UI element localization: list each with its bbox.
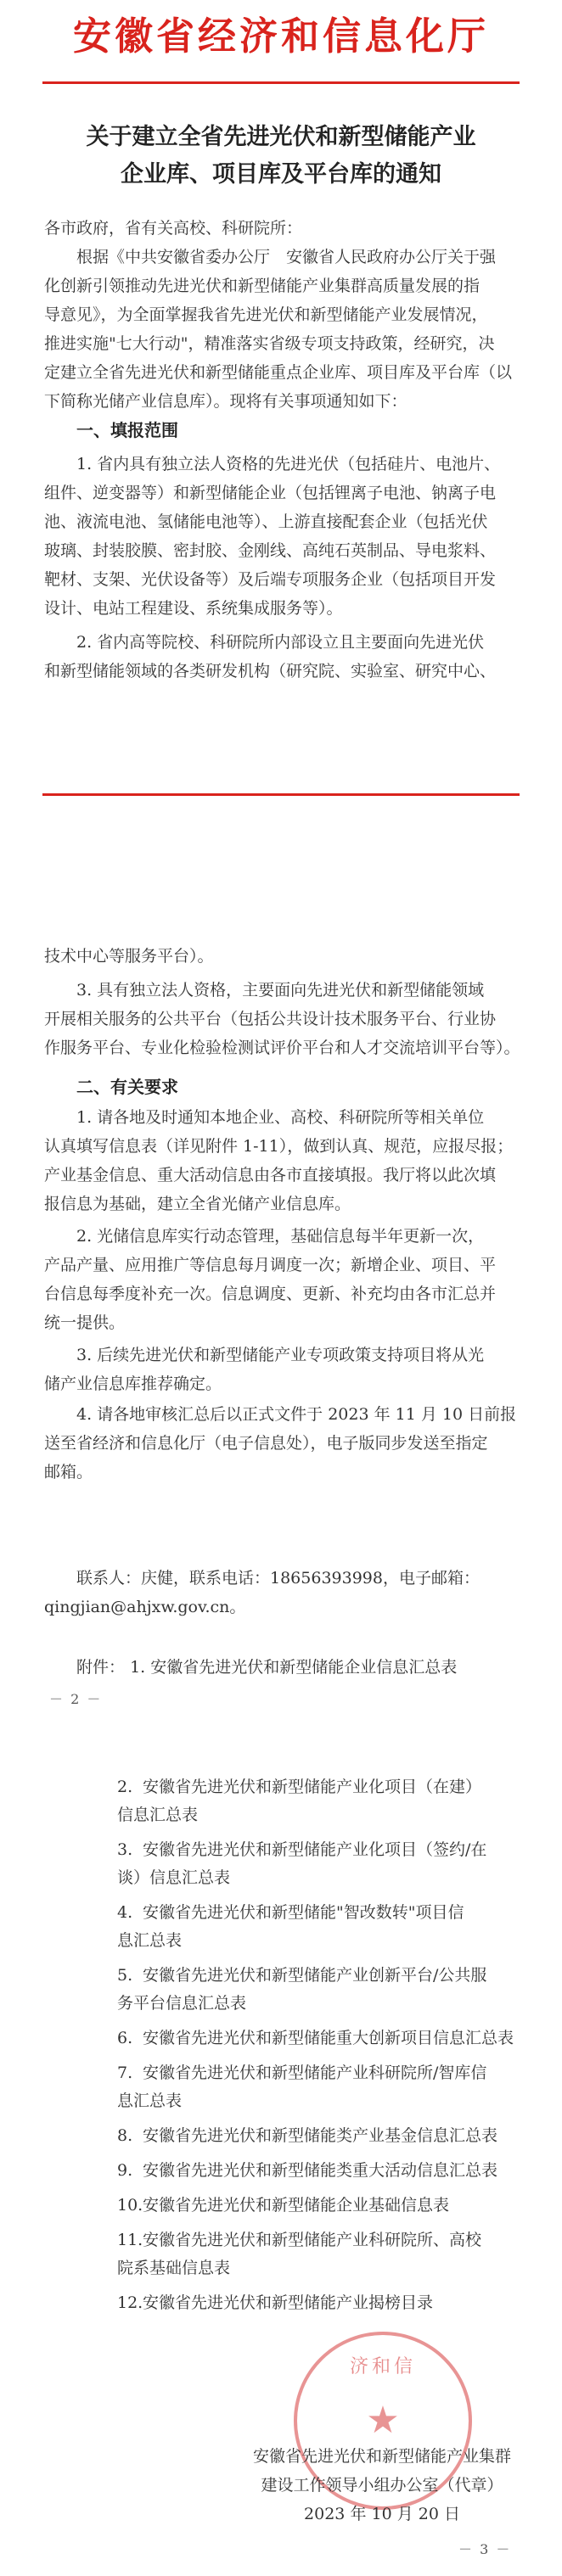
- page-number-3: － 3 －: [458, 2541, 512, 2557]
- attachment-text: 安徽省先进光伏和新型储能产业科研院所、高校: [143, 2231, 482, 2249]
- signature-date: 2023 年 10 月 20 日: [304, 2505, 460, 2523]
- seal-text: 济和信: [349, 2356, 416, 2377]
- attachment-text: 安徽省先进光伏和新型储能企业基础信息表: [143, 2196, 450, 2215]
- attachment-number: 5.: [117, 1966, 133, 1985]
- paragraph-line: 认真填写信息表（详见附件 1-11），做到认真、规范，应报尽报；: [44, 1137, 514, 1156]
- paragraph-line: 设计、电站工程建设、系统集成服务等）。: [44, 599, 343, 618]
- attachment-item: [117, 1773, 523, 1801]
- attachment-number: 8.: [117, 2126, 133, 2145]
- attachments-label: 附件：: [76, 1658, 126, 1677]
- attachment-item: [117, 2192, 523, 2220]
- attachment-item: [117, 2289, 523, 2317]
- paragraph-line: 邮箱。: [44, 1463, 93, 1481]
- attachment-text: 安徽省先进光伏和新型储能产业创新平台/公共服: [143, 1966, 487, 1985]
- page-number-2: － 2 －: [49, 1691, 103, 1707]
- attachment-text: 息汇总表: [117, 2092, 183, 2110]
- org-title: 安徽省经济和信息化厅: [72, 14, 489, 59]
- paragraph-line: 和新型储能领域的各类研发机构（研究院、实验室、研究中心、: [44, 662, 497, 680]
- attachment-text: 安徽省先进光伏和新型储能产业化项目（签约/在: [143, 1840, 487, 1859]
- paragraph-line: 化创新引领推动先进光伏和新型储能产业集群高质量发展的指: [44, 277, 481, 295]
- salutation: 各市政府，省有关高校、科研院所：: [44, 219, 303, 238]
- paragraph-line: 产品产量、应用推广等信息每月调度一次；新增企业、项目、平: [44, 1256, 497, 1274]
- attachment-text: 务平台信息汇总表: [117, 1994, 247, 2013]
- attachment-text: 安徽省先进光伏和新型储能产业化项目（在建）: [143, 1778, 482, 1796]
- paragraph-line: 根据《中共安徽省委办公厅 安徽省人民政府办公厅关于强: [76, 248, 497, 266]
- attachment-first: [76, 1653, 535, 1682]
- signature-line2: 建设工作领导小组办公室（代章）: [261, 2476, 503, 2495]
- attachment-item: [117, 1836, 523, 1864]
- attachment-item: [117, 1927, 523, 1955]
- contact-email: qingjian@ahjxw.gov.cn。: [44, 1598, 246, 1616]
- attachment-item: [117, 2122, 523, 2150]
- attachment-text: 信息汇总表: [117, 1806, 199, 1824]
- signature-line1: 安徽省先进光伏和新型储能产业集群: [252, 2447, 511, 2466]
- paragraph-line: 1. 请各地及时通知本地企业、高校、科研院所等相关单位: [76, 1108, 485, 1127]
- attachment-item: [117, 2059, 523, 2087]
- paragraph-line: 产业基金信息、重大活动信息由各市直接填报。我厅将以此次填: [44, 1166, 497, 1184]
- attachment-number: 3.: [117, 1840, 133, 1859]
- attachment-text: 安徽省先进光伏和新型储能产业科研院所/智库信: [143, 2064, 487, 2082]
- paragraph-line: 储产业信息库推荐确定。: [44, 1375, 222, 1393]
- paragraph-line: 推进实施"七大行动"，精准落实省级专项支持政策，经研究，决: [44, 334, 495, 353]
- attachment-text: 院系基础信息表: [117, 2259, 231, 2277]
- footer-red-line: [42, 793, 520, 796]
- attachment-item: [117, 2024, 523, 2052]
- paragraph-line: 开展相关服务的公共平台（包括公共设计技术服务平台、行业协: [44, 1010, 497, 1028]
- paragraph-line: 4. 请各地审核汇总后以正式文件于 2023 年 11 月 10 日前报: [76, 1405, 517, 1424]
- attachment-text: 安徽省先进光伏和新型储能重大创新项目信息汇总表: [143, 2029, 514, 2047]
- attachment-number: 9.: [117, 2161, 133, 2180]
- attachment-number: 6.: [117, 2029, 133, 2047]
- contact-line1: 联系人：庆健，联系电话：18656393998，电子邮箱：: [76, 1569, 480, 1588]
- paragraph-line: 定建立全省先进光伏和新型储能重点企业库、项目库及平台库（以: [44, 363, 513, 382]
- attachment-number: 12.: [117, 2293, 143, 2312]
- paragraph-line: 报信息为基础，建立全省光储产业信息库。: [44, 1195, 351, 1213]
- paragraph-line: 3. 后续先进光伏和新型储能产业专项政策支持项目将从光: [76, 1346, 485, 1364]
- attachment-item: [117, 2157, 523, 2185]
- paragraph-line: 1. 省内具有独立法人资格的先进光伏（包括硅片、电池片、: [76, 455, 501, 473]
- attachment-item: [117, 1962, 523, 1990]
- attachment-item: [117, 2226, 523, 2254]
- attachment-number: 2.: [117, 1778, 133, 1796]
- attachment-text: 谈）信息汇总表: [117, 1868, 231, 1887]
- attachment-text: 安徽省先进光伏和新型储能类产业基金信息汇总表: [143, 2126, 498, 2145]
- attachment-text: 安徽省先进光伏和新型储能产业揭榜目录: [143, 2293, 434, 2312]
- paragraph-line: 2. 光储信息库实行动态管理，基础信息每半年更新一次，: [76, 1227, 485, 1246]
- attachment-item: [117, 1801, 523, 1829]
- paragraph-line: 下简称光储产业信息库）。现将有关事项通知如下：: [44, 392, 407, 411]
- attachment-text: 安徽省先进光伏和新型储能"智改数转"项目信: [143, 1903, 464, 1922]
- paragraph-line: 玻璃、封装胶膜、密封胶、金刚线、高纯石英制品、导电浆料、: [44, 541, 497, 560]
- attachment-item: 1. 安徽省先进光伏和新型储能企业信息汇总表: [130, 1658, 458, 1677]
- section1-heading: 一、填报范围: [76, 420, 178, 440]
- header-red-line: [42, 81, 520, 84]
- paragraph-line: 导意见》，为全面掌握我省先进光伏和新型储能产业发展情况，: [44, 305, 488, 324]
- attachment-item: [117, 1864, 523, 1892]
- attachment-text: 息汇总表: [117, 1931, 183, 1950]
- attachment-item: [117, 1899, 523, 1927]
- attachment-number: 10.: [117, 2196, 143, 2215]
- paragraph-line: 靶材、支架、光伏设备等）及后端专项服务企业（包括项目开发: [44, 570, 497, 589]
- paragraph-line: 2. 省内高等院校、科研院所内部设立且主要面向先进光伏: [76, 633, 485, 652]
- paragraph-line: 作服务平台、专业化检验检测试评价平台和人才交流培训平台等）。: [44, 1039, 520, 1057]
- paragraph-line: 送至省经济和信息化厅（电子信息处），电子版同步发送至指定: [44, 1434, 488, 1453]
- attachment-number: 4.: [117, 1903, 133, 1922]
- paragraph-line: 台信息每季度补充一次。信息调度、更新、补充均由各市汇总并: [44, 1285, 497, 1303]
- attachment-number: 7.: [117, 2064, 133, 2082]
- notice-title-line2: 企业库、项目库及平台库的通知: [121, 161, 441, 188]
- notice-title-line1: 关于建立全省先进光伏和新型储能产业: [86, 124, 476, 150]
- section2-heading: 二、有关要求: [76, 1077, 178, 1097]
- paragraph-line: 池、液流电池、氢储能电池等）、上游直接配套企业（包括光伏: [44, 512, 488, 531]
- document-header: [0, 0, 562, 102]
- page2-continue: 技术中心等服务平台）。: [44, 947, 214, 966]
- paragraph-line: 统一提供。: [44, 1313, 126, 1332]
- seal-star-icon: ★: [366, 2399, 400, 2442]
- attachment-item: [117, 2254, 523, 2282]
- attachment-item: [117, 1990, 523, 2018]
- attachment-item: [117, 2087, 523, 2115]
- paragraph-line: 3. 具有独立法人资格，主要面向先进光伏和新型储能领域: [76, 981, 485, 1000]
- attachment-text: 安徽省先进光伏和新型储能类重大活动信息汇总表: [143, 2161, 498, 2180]
- attachment-number: 11.: [117, 2231, 143, 2249]
- paragraph-line: 组件、逆变器等）和新型储能企业（包括锂离子电池、钠离子电: [44, 484, 497, 502]
